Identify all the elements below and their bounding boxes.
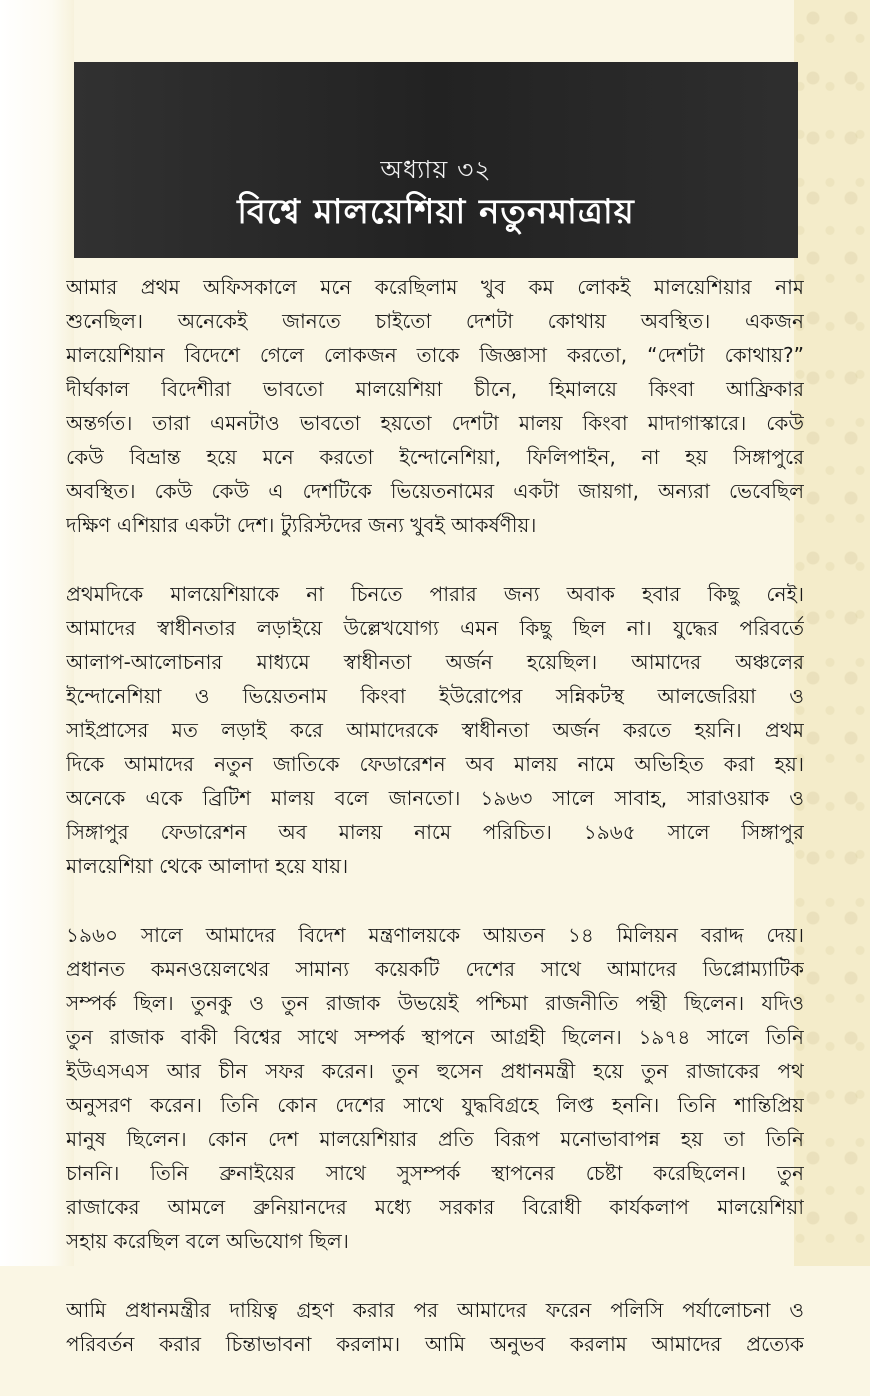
- text-line: ইন্দোনেশিয়া ও ভিয়েতনাম কিংবা ইউরোপের সন্নিকটস্থ আলজেরিয়া ও: [66, 684, 804, 708]
- text-line: অবস্থিত। কেউ কেউ এ দেশটিকে ভিয়েতনামের একটা জায়গা, অন্যরা ভেবেছিল: [66, 479, 804, 503]
- text-line: রাজাকের আমলে ব্রুনিয়ানদের মধ্যে সরকার বিরোধী কার্যকলাপ মালয়েশিয়া: [66, 1195, 804, 1219]
- text-line: কেউ বিভ্রান্ত হয়ে মনে করতো ইন্দোনেশিয়া, ফিলিপাইন, না হয় সিঙ্গাপুরে: [66, 445, 804, 469]
- text-line: সহায় করেছিল বলে অভিযোগ ছিল।: [66, 1229, 349, 1253]
- decorative-border-right: [794, 0, 870, 1266]
- text-line: শুনেছিল। অনেকেই জানতে চাইতো দেশটা কোথায় অবস্থিত। একজন: [66, 309, 804, 333]
- chapter-number: অধ্যায় ৩২: [380, 155, 492, 184]
- text-line: সিঙ্গাপুর ফেডারেশন অব মালয় নামে পরিচিত। ১৯৬৫ সালে সিঙ্গাপুর: [66, 820, 804, 844]
- paragraph-3: [66, 918, 804, 1258]
- text-line: ১৯৬০ সালে আমাদের বিদেশ মন্ত্রণালয়কে আয়তন ১৪ মিলিয়ন বরাদ্দ দেয়।: [66, 923, 804, 947]
- text-line: দক্ষিণ এশিয়ার একটা দেশ। ট্যুরিস্টদের জন্য খুবই আকর্ষণীয়।: [66, 513, 537, 537]
- text-line: আমি প্রধানমন্ত্রীর দায়িত্ব গ্রহণ করার পর আমাদের ফরেন পলিসি পর্যালোচনা ও: [66, 1298, 804, 1322]
- text-line: অন্তর্গত। তারা এমনটাও ভাবতো হয়তো দেশটা মালয় কিংবা মাদাগাস্কারে। কেউ: [66, 411, 804, 435]
- text-line: আলাপ-আলোচনার মাধ্যমে স্বাধীনতা অর্জন হয়েছিল। আমাদের অঞ্চলের: [66, 650, 804, 674]
- text-line: অনেকে একে ব্রিটিশ মালয় বলে জানতো। ১৯৬৩ সালে সাবাহ, সারাওয়াক ও: [66, 786, 804, 810]
- text-line: মানুষ ছিলেন। কোন দেশ মালয়েশিয়ার প্রতি বিরূপ মনোভাবাপন্ন হয় তা তিনি: [66, 1127, 804, 1151]
- paragraph-2: [66, 577, 804, 883]
- text-line: তুন রাজাক বাকী বিশ্বের সাথে সম্পর্ক স্থাপনে আগ্রহী ছিলেন। ১৯৭৪ সালে তিনি: [66, 1025, 804, 1049]
- text-line: প্রধানত কমনওয়েলথের সামান্য কয়েকটি দেশের সাথে আমাদের ডিপ্লোম্যাটিক: [66, 957, 804, 981]
- text-line: দিকে আমাদের নতুন জাতিকে ফেডারেশন অব মালয় নামে অভিহিত করা হয়।: [66, 752, 804, 776]
- text-line: মালয়েশিয়া থেকে আলাদা হয়ে যায়।: [66, 854, 349, 878]
- text-line: আমাদের স্বাধীনতার লড়াইয়ে উল্লেখযোগ্য এমন কিছু ছিল না। যুদ্ধের পরিবর্তে: [66, 616, 804, 640]
- body-text: [66, 270, 804, 1396]
- paragraph-4: [66, 1293, 804, 1361]
- text-line: পরিবর্তন করার চিন্তাভাবনা করলাম। আমি অনুভব করলাম আমাদের প্রত্যেক: [66, 1332, 804, 1356]
- text-line: আমার প্রথম অফিসকালে মনে করেছিলাম খুব কম লোকই মালয়েশিয়ার নাম: [66, 275, 804, 299]
- text-line: ইউএসএস আর চীন সফর করেন। তুন হুসেন প্রধানমন্ত্রী হয়ে তুন রাজাকের পথ: [66, 1059, 804, 1083]
- paragraph-1: [66, 270, 804, 542]
- text-line: মালয়েশিয়ান বিদেশে গেলে লোকজন তাকে জিজ্ঞাসা করতো, “দেশটা কোথায়?”: [66, 343, 804, 367]
- chapter-header: [74, 62, 798, 258]
- text-line: প্রথমদিকে মালয়েশিয়াকে না চিনতে পারার জন্য অবাক হবার কিছু নেই।: [66, 582, 804, 606]
- text-line: সম্পর্ক ছিল। তুনকু ও তুন রাজাক উভয়েই পশ্চিমা রাজনীতি পন্থী ছিলেন। যদিও: [66, 991, 804, 1015]
- page-margin-left: [0, 0, 74, 1266]
- chapter-title: বিশ্বে মালয়েশিয়া নতুনমাত্রায়: [237, 192, 635, 232]
- text-line: অনুসরণ করেন। তিনি কোন দেশের সাথে যুদ্ধবিগ্রহে লিপ্ত হননি। তিনি শান্তিপ্রিয়: [66, 1093, 804, 1117]
- text-line: চাননি। তিনি ব্রুনাইয়ের সাথে সুসম্পর্ক স্থাপনের চেষ্টা করেছিলেন। তুন: [66, 1161, 804, 1185]
- text-line: সাইপ্রাসের মত লড়াই করে আমাদেরকে স্বাধীনতা অর্জন করতে হয়নি। প্রথম: [66, 718, 804, 742]
- text-line: দীর্ঘকাল বিদেশীরা ভাবতো মালয়েশিয়া চীনে, হিমালয়ে কিংবা আফ্রিকার: [66, 377, 804, 401]
